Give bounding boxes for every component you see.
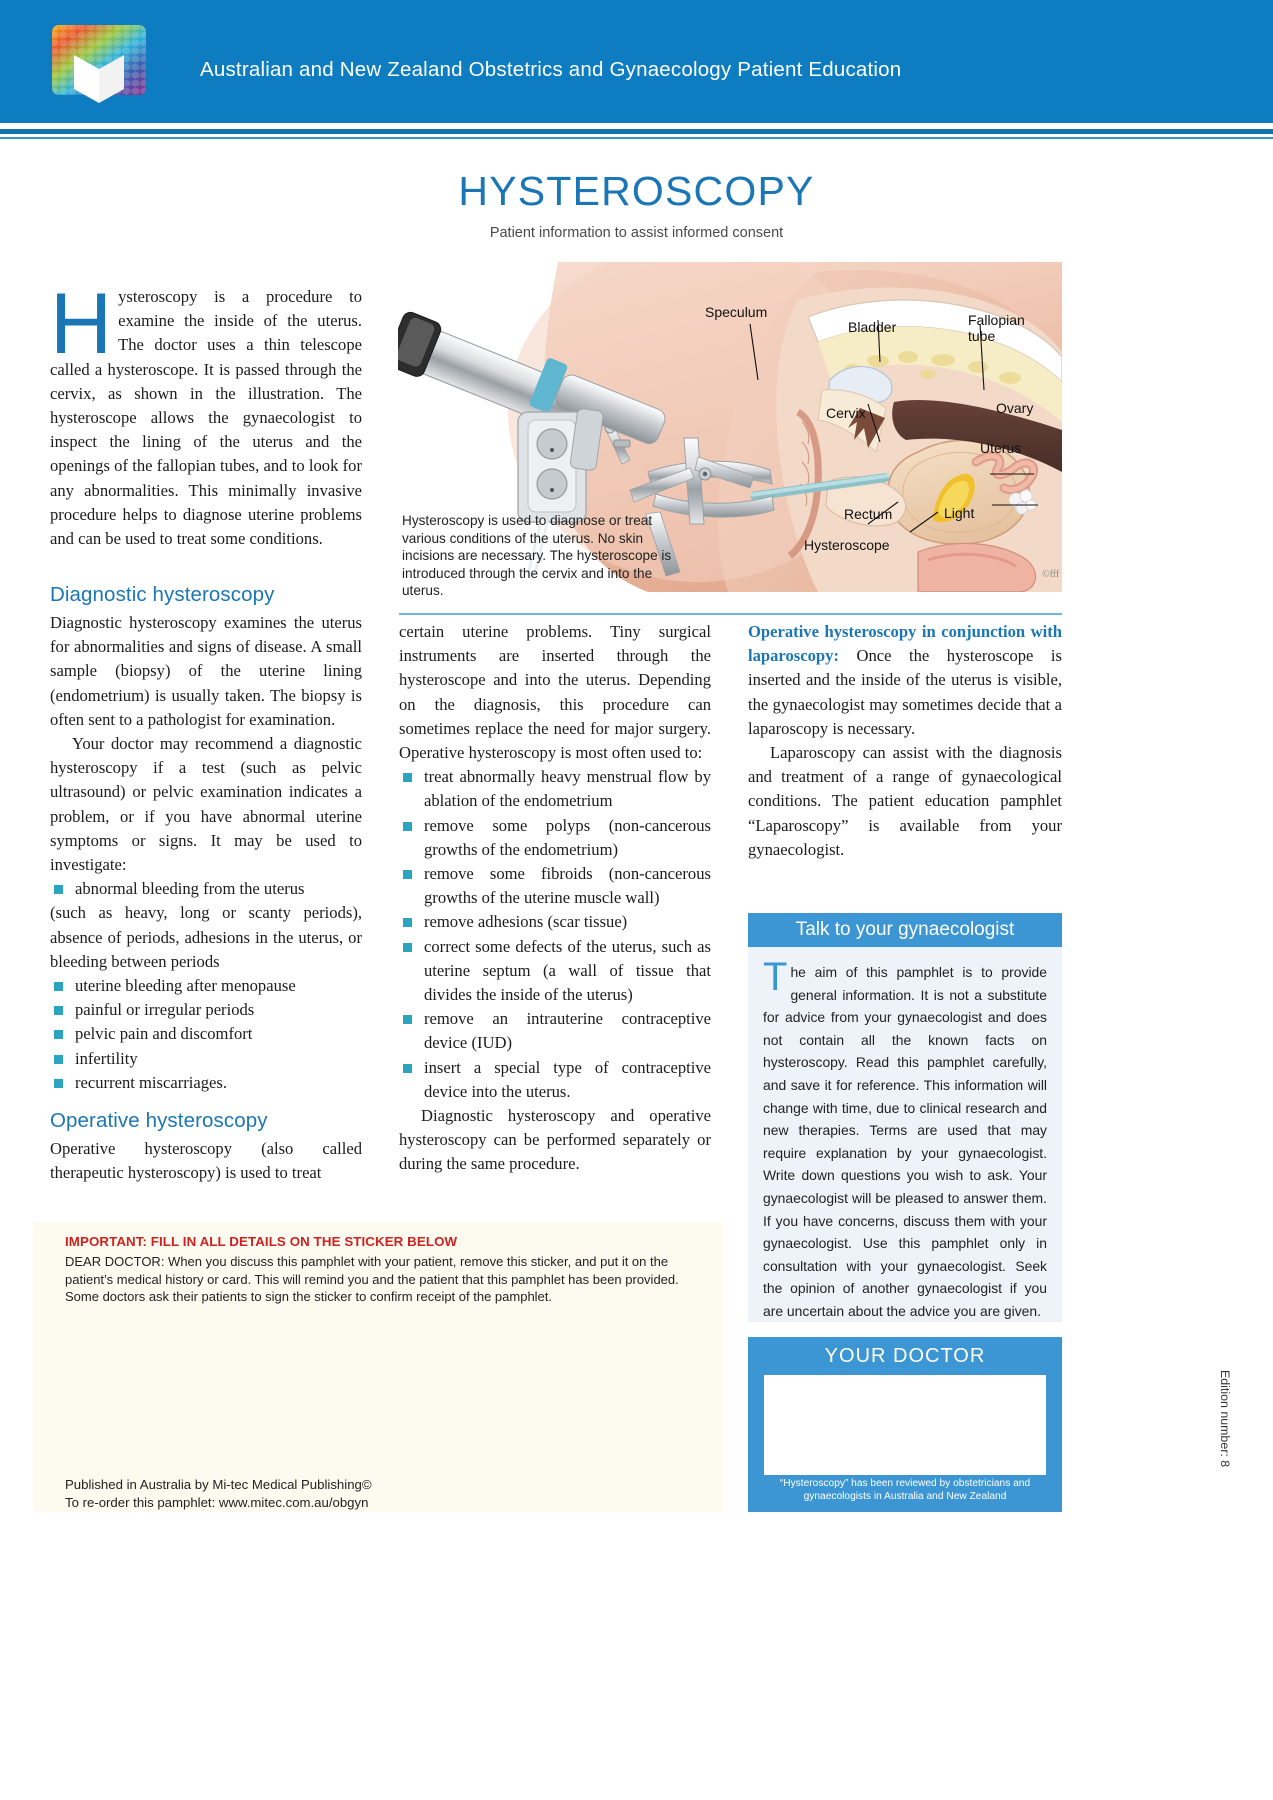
publisher-line: Published in Australia by Mi-tec Medical Publishing© xyxy=(65,1477,372,1492)
list-item: remove adhesions (scar tissue) xyxy=(399,910,711,934)
header-rule-thin xyxy=(0,137,1273,139)
list-item: remove some fibroids (non-cancerous growths of the uterine muscle wall) xyxy=(399,862,711,910)
page-subtitle: Patient information to assist informed consent xyxy=(489,225,784,241)
label-speculum: Speculum xyxy=(705,304,768,320)
talk-box-body xyxy=(748,947,1062,1322)
list-item: abnormal bleeding from the uterus xyxy=(50,877,362,901)
page-title: HYSTEROSCOPY xyxy=(458,168,815,214)
reorder-line: To re-order this pamphlet: www.mitec.com.au/obgyn xyxy=(65,1495,369,1510)
your-doctor-blank-area[interactable] xyxy=(764,1375,1046,1475)
talk-box-heading: Talk to your gynaecologist xyxy=(748,913,1062,947)
illustration-caption: Hysteroscopy is used to diagnose or treat various conditions of the uterus. No skin incisions are necessary. The hysteroscope is introduced through the cervix and into the uterus. xyxy=(402,513,672,598)
intro-paragraph xyxy=(50,276,362,551)
label-hysteroscope: Hysteroscope xyxy=(804,537,890,553)
operative-closing-para: Diagnostic hysteroscopy and operative hysteroscopy can be performed separately or during the same procedure. xyxy=(399,1106,711,1174)
talk-box-text: he aim of this pamphlet is to provide general information. It is not a substitute for advice from your gynaecologist and does not contain all the known facts on hysteroscopy. Read this pamphlet carefully, and save it for reference. This information will change with time, due to clinical research and new therapies. Terms are used that may require explanation by your gynaecologist. Write down questions you wish to ask. Your gynaecologist will be pleased to answer them. If you have concerns, discuss them with your gynaecologist. Use this pamphlet only in consultation with your gynaecologist. Seek the opinion of another gynaecologist if you are uncertain about the advice you are given. xyxy=(763,964,1047,1319)
illustration-credit: ©fff xyxy=(1042,569,1060,580)
column-divider xyxy=(399,613,1062,615)
label-cervix: Cervix xyxy=(826,405,866,421)
diagnostic-bullet-list xyxy=(50,877,362,1095)
list-item: painful or irregular periods xyxy=(50,998,362,1022)
list-item-continuation: (such as heavy, long or scanty periods), absence of periods, adhesions in the uterus, or bleeding between periods xyxy=(50,903,362,971)
operative-bullet-list xyxy=(399,765,711,1104)
label-fallopian-tube: Fallopian tube xyxy=(968,312,1025,344)
laparoscopy-lead: Operative hysteroscopy in conjunction with laparoscopy: xyxy=(748,622,1062,666)
diagnostic-para-1: Diagnostic hysteroscopy examines the uterus for abnormalities and signs of disease. A small sample (biopsy) of the uterine lining (endometrium) is usually taken. The biopsy is often sent to a pathologist for examination. xyxy=(50,613,362,729)
sticker-box xyxy=(33,1222,723,1512)
talk-box-dropcap: T xyxy=(763,955,788,999)
list-item: pelvic pain and discomfort xyxy=(50,1022,362,1046)
operative-para-cont: certain uterine problems. Tiny surgical instruments are inserted through the hysteroscope and into the uterus. Depending on the diagnosis, this procedure can sometimes replace the need for major surgery. Operative hysteroscopy is most often used to: xyxy=(399,622,711,763)
sticker-title: IMPORTANT: FILL IN ALL DETAILS ON THE STICKER BELOW xyxy=(65,1234,458,1249)
your-doctor-box xyxy=(748,1337,1062,1512)
list-item: infertility xyxy=(50,1047,362,1071)
list-item: recurrent miscarriages. xyxy=(50,1071,362,1095)
operative-para-start: Operative hysteroscopy (also called therapeutic hysteroscopy) is used to treat xyxy=(50,1139,362,1183)
laparoscopy-para-1 xyxy=(748,620,1062,741)
list-item: correct some defects of the uterus, such as uterine septum (a wall of tissue that divides the inside of the uterus) xyxy=(399,935,711,1008)
diagnostic-section xyxy=(50,583,362,1185)
heading-diagnostic-hysteroscopy: Diagnostic hysteroscopy xyxy=(50,583,275,606)
edition-number: Edition number: 8 xyxy=(1218,1370,1232,1468)
intro-dropcap: H xyxy=(50,276,113,372)
list-item: uterine bleeding after menopause xyxy=(50,974,362,998)
laparoscopy-section xyxy=(748,620,1062,862)
list-item: insert a special type of contraceptive device into the uterus. xyxy=(399,1056,711,1104)
header-rule-thick xyxy=(0,129,1273,134)
your-doctor-heading: YOUR DOCTOR xyxy=(824,1345,986,1367)
your-doctor-footer-note: “Hysteroscopy” has been reviewed by obstetricians and gynaecologists in Australia and New Zealand xyxy=(779,1478,1031,1502)
sticker-instructions: DEAR DOCTOR: When you discuss this pamphlet with your patient, remove this sticker, and put it on the patient’s medical history or card. This will remind you and the patient that this pamphlet has been provided. Some doctors ask their patients to sign the sticker to confirm receipt of the pamphlet. xyxy=(65,1254,679,1304)
operative-continued-section xyxy=(399,620,711,1177)
logo-graphic xyxy=(50,23,148,103)
laparoscopy-lead-rest: Once the hysteroscope is inserted and the inside of the uterus is visible, the gynaecologist may sometimes decide that a laparoscopy is necessary. xyxy=(748,646,1062,738)
label-uterus: Uterus xyxy=(980,440,1022,456)
intro-text: ysteroscopy is a procedure to examine the inside of the uterus. The doctor uses a thin telescope called a hysteroscope. It is passed through the cervix, as shown in the illustration. The hysteroscope allows the gynaecologist to inspect the lining of the uterus and the openings of the fallopian tubes, and to look for any abnormalities. This minimally invasive procedure helps to diagnose uterine problems and can be used to treat some conditions. xyxy=(50,287,362,549)
publisher-info xyxy=(65,1476,565,1512)
list-item: treat abnormally heavy menstrual flow by ablation of the endometrium xyxy=(399,765,711,813)
label-light: Light xyxy=(944,505,975,521)
header-org-title: Australian and New Zealand Obstetrics and Gynaecology Patient Education xyxy=(200,58,902,81)
mitec-logo xyxy=(50,23,148,103)
label-bladder: Bladder xyxy=(848,319,897,335)
list-item: remove some polyps (non-cancerous growths of the endometrium) xyxy=(399,814,711,862)
label-ovary: Ovary xyxy=(996,400,1034,416)
diagnostic-para-2: Your doctor may recommend a diagnostic hysteroscopy if a test (such as pelvic ultrasound) or pelvic examination indicates a problem, or if you have abnormal uterine symptoms or signs. It may be used to investigate: xyxy=(50,734,362,875)
list-item: remove an intrauterine contraceptive device (IUD) xyxy=(399,1007,711,1055)
label-rectum: Rectum xyxy=(844,506,893,522)
laparoscopy-para-2: Laparoscopy can assist with the diagnosis and treatment of a range of gynaecological conditions. The patient education pamphlet “Laparoscopy” is available from your gynaecologist. xyxy=(748,743,1062,859)
heading-operative-hysteroscopy: Operative hysteroscopy xyxy=(50,1109,268,1133)
